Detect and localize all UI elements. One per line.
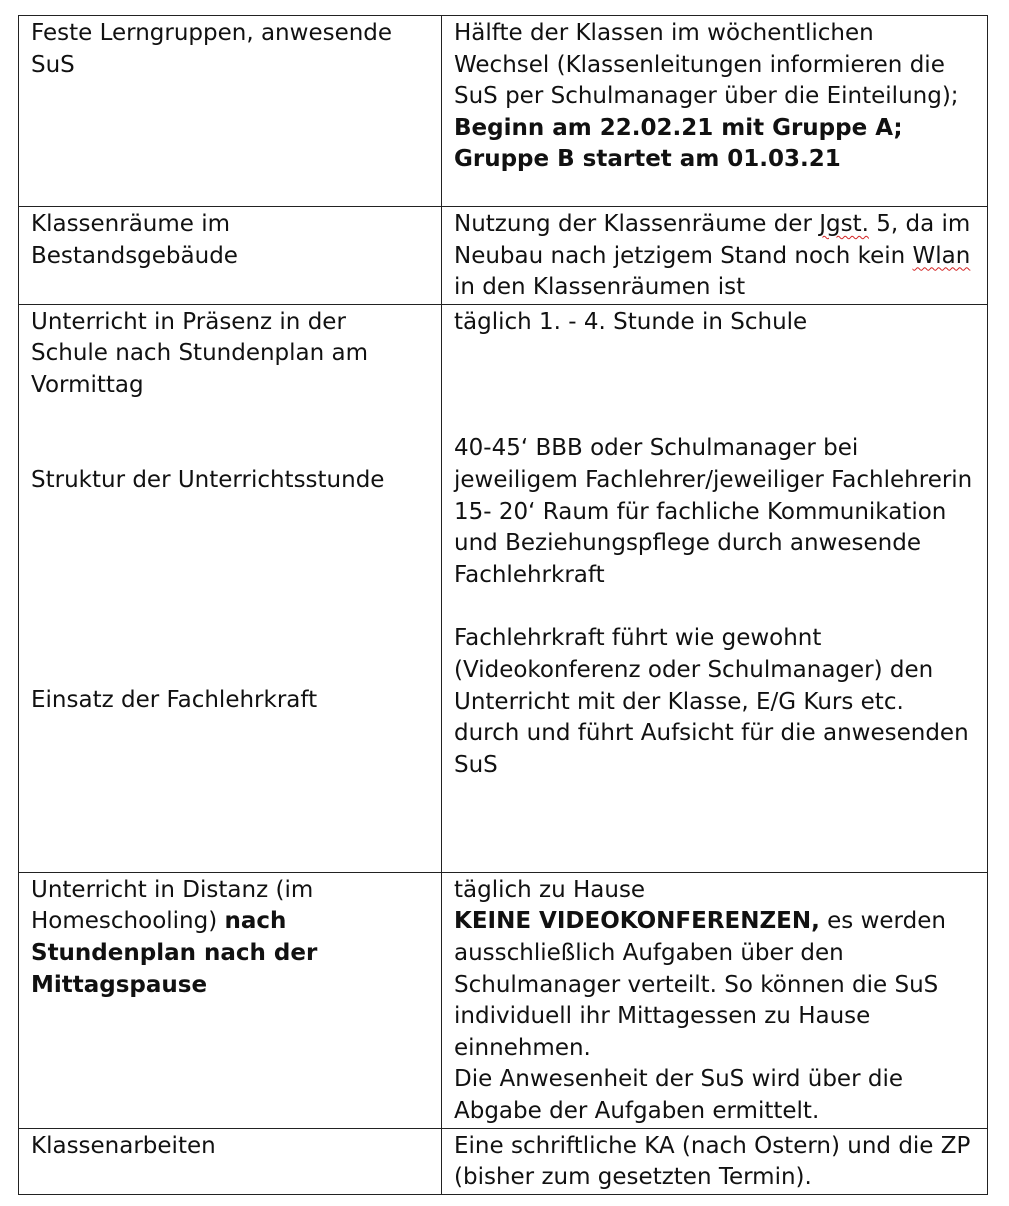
label-cell	[19, 16, 442, 207]
content-cell	[442, 1128, 988, 1194]
cell-text: Einsatz der Fachlehrkraft	[31, 687, 318, 714]
cell-text: 15- 20‘ Raum für fachliche Kommunikation und Beziehungspflege durch anwesende Fachlehrkraft	[454, 498, 947, 588]
cell-text: Die Anwesenheit der SuS wird über die Abgabe der Aufgaben ermittelt.	[454, 1066, 903, 1124]
table-row	[19, 872, 988, 1128]
spellcheck-word: Jgst.	[819, 211, 869, 237]
content-cell	[442, 872, 988, 1128]
cell-text: Unterricht in Präsenz in der Schule nach Stundenplan am Vormittag	[31, 308, 369, 398]
cell-text: es werden ausschließlich Aufgaben über den Schulmanager verteilt. So können die SuS individuell ihr Mittagessen zu Hause einnehmen.	[454, 908, 946, 1061]
spacer	[454, 591, 975, 623]
cell-text: Nutzung der Klassenräume der	[454, 211, 812, 237]
cell-text: Unterricht in Distanz (im Homeschooling)	[31, 876, 314, 935]
cell-text: Klassenräume im Bestandsgebäude	[31, 211, 238, 269]
cell-text-bold: Beginn am 22.02.21 mit Gruppe A; Gruppe B startet am 01.03.21	[454, 114, 903, 173]
label-cell	[19, 207, 442, 305]
spacer	[31, 496, 429, 685]
info-table	[18, 15, 988, 1195]
cell-text: Fachlehrkraft führt wie gewohnt (Videokonferenz oder Schulmanager) den Unterricht mit der Klasse, E/G Kurs etc. durch und führt Aufsicht für die anwesenden SuS	[454, 625, 969, 778]
label-cell	[19, 872, 442, 1128]
spacer	[454, 338, 975, 433]
content-cell	[442, 16, 988, 207]
cell-text-bold: KEINE VIDEOKONFERENZEN,	[454, 908, 820, 935]
content-cell	[442, 304, 988, 872]
cell-text: Eine schriftliche KA (nach Ostern) und die ZP (bisher zum gesetzten Termin).	[454, 1132, 971, 1191]
content-cell	[442, 207, 988, 305]
cell-text: 5, da im Neubau nach jetzigem Stand noch kein	[454, 211, 971, 269]
cell-text: Klassenarbeiten	[31, 1132, 216, 1159]
table-row	[19, 16, 988, 207]
cell-text: Struktur der Unterrichtsstunde	[31, 466, 385, 493]
spellcheck-word: Wlan	[912, 242, 971, 269]
table-row	[19, 1128, 988, 1194]
cell-text: Hälfte der Klassen im wöchentlichen Wechsel (Klassenleitungen informieren die SuS per Schulmanager über die Einteilung);	[454, 20, 959, 110]
cell-text: täglich zu Hause	[454, 876, 646, 903]
table-row	[19, 304, 988, 872]
label-cell	[19, 304, 442, 872]
cell-text: Feste Lerngruppen, anwesende SuS	[31, 20, 393, 78]
cell-text-bold: nach Stundenplan nach der Mittagspause	[31, 908, 318, 998]
cell-text: 40-45‘ BBB oder Schulmanager bei jeweiligem Fachlehrer/jeweiliger Fachlehrerin	[454, 435, 973, 493]
cell-text: täglich 1. - 4. Stunde in Schule	[454, 308, 808, 335]
table-row	[19, 207, 988, 305]
spacer	[31, 402, 429, 465]
label-cell	[19, 1128, 442, 1194]
cell-text: in den Klassenräumen ist	[454, 274, 746, 301]
